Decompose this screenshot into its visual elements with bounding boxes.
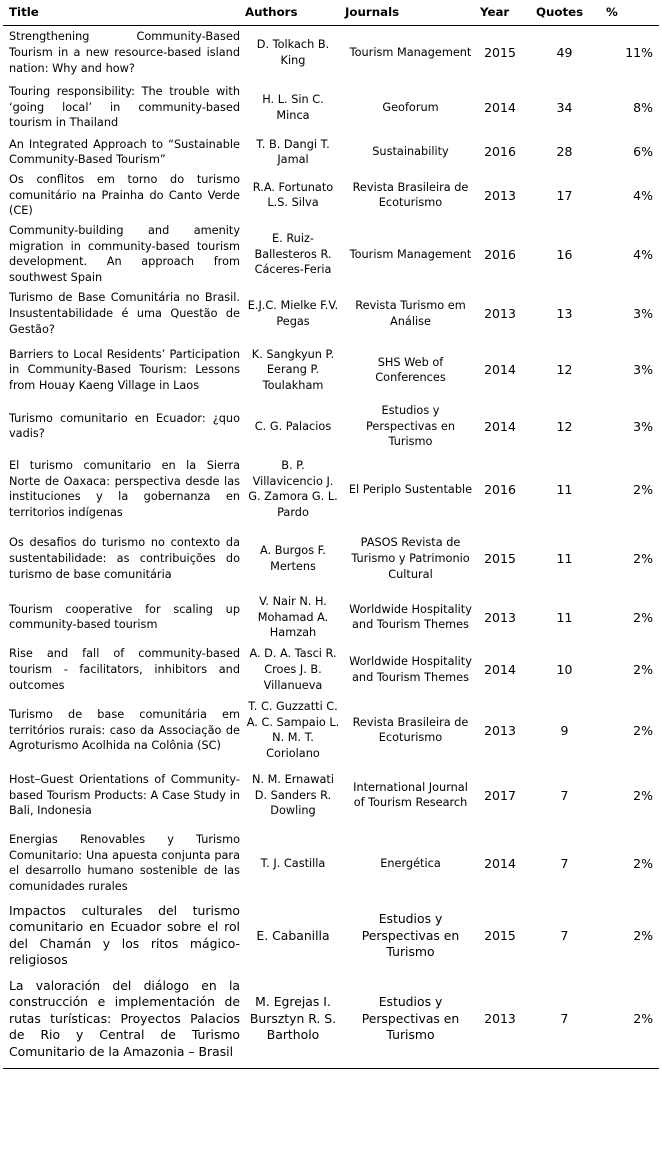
row-journal: Sustainability [372, 145, 449, 159]
row-quotes: 28 [556, 144, 573, 160]
header-percent: % [592, 2, 659, 26]
row-quotes: 13 [556, 305, 573, 321]
row-journal: Estudios y Perspectivas en Turismo [361, 911, 460, 960]
row-journal: Tourism Management [349, 247, 472, 261]
row-year: 2014 [484, 362, 516, 378]
row-quotes: 7 [560, 855, 569, 871]
row-journal: El Periplo Sustentable [348, 482, 473, 496]
row-year: 2014 [484, 99, 516, 115]
row-year: 2013 [484, 305, 516, 321]
table-row [3, 697, 659, 766]
row-quotes: 7 [560, 787, 569, 803]
row-authors: H. L. Sin C. Minca [262, 92, 324, 122]
header-authors: Authors [243, 2, 343, 26]
row-title: Community-building and amenity migration in community-based tourism development. An approach from southwest Spain [9, 224, 240, 285]
row-percent: 2% [633, 927, 653, 943]
table-row [3, 289, 659, 341]
row-title: Turismo comunitario en Ecuador: ¿quo vadis? [9, 411, 240, 441]
row-authors: R.A. Fortunato L.S. Silva [252, 180, 334, 210]
table-row [3, 171, 659, 222]
row-journal: Worldwide Hospitality and Tourism Themes [349, 602, 472, 632]
row-journal: Worldwide Hospitality and Tourism Themes [349, 655, 472, 684]
table-row [3, 26, 659, 82]
table-row [3, 136, 659, 171]
row-percent: 11% [625, 44, 653, 60]
row-quotes: 12 [556, 418, 573, 434]
row-quotes: 16 [556, 246, 573, 262]
row-percent: 4% [633, 246, 653, 262]
row-percent: 2% [633, 787, 653, 803]
row-title: Turismo de base comunitária em territórios rurais: caso da Associação de Agroturismo Acolhida na Colônia (SC) [9, 707, 240, 753]
row-quotes: 12 [556, 362, 573, 378]
row-authors: C. G. Palacios [254, 419, 332, 433]
row-year: 2015 [484, 927, 516, 943]
row-authors: M. Egrejas I. Bursztyn R. S. Bartholo [243, 972, 343, 1069]
row-authors: D. Tolkach B. King [256, 38, 330, 67]
row-title: Barriers to Local Residents’ Participation in Community-Based Tourism: Lessons from Houay Kaeng Village in Laos [9, 347, 240, 393]
row-year: 2014 [484, 418, 516, 434]
row-quotes: 10 [556, 662, 573, 678]
row-year: 2014 [484, 855, 516, 871]
row-percent: 3% [633, 418, 653, 434]
row-authors: K. Sangkyun P. Eerang P. Toulakham [251, 347, 335, 393]
row-authors: A. Burgos F. Mertens [260, 544, 326, 573]
header-title: Title [3, 2, 243, 26]
header-quotes: Quotes [522, 2, 592, 26]
row-authors: A. D. A. Tasci R. Croes J. B. Villanueva [249, 647, 337, 692]
table-row [3, 827, 659, 902]
row-authors: E. Ruiz-Ballesteros R. Cáceres-Feria [254, 231, 332, 277]
row-year: 2017 [484, 787, 516, 803]
row-authors: E.J.C. Mielke F.V. Pegas [247, 299, 339, 328]
row-authors: V. Nair N. H. Mohamad A. Hamzah [257, 594, 329, 640]
row-title: Touring responsibility: The trouble with ‘going local’ in community-based tourism in Thailand [9, 84, 240, 130]
table-row [3, 222, 659, 289]
row-title: An Integrated Approach to “Sustainable Community-Based Tourism” [9, 137, 240, 167]
row-journal: Revista Turismo em Análise [355, 299, 466, 328]
row-title: Os desafios do turismo no contexto da sustentabilidade: as contribuições do turismo de base comunitária [9, 536, 240, 581]
row-title: Strengthening Community-Based Tourism in a new resource-based island nation: Why and how? [9, 30, 240, 75]
table-row [3, 341, 659, 402]
row-percent: 3% [633, 305, 653, 321]
table-row [3, 402, 659, 453]
table-row [3, 528, 659, 592]
row-quotes: 7 [522, 972, 592, 1069]
row-title: Impactos culturales del turismo comunitario en Ecuador sobre el rol del Chamán y los ritos mágico-religiosos [9, 902, 240, 968]
row-quotes: 34 [556, 99, 573, 115]
row-journal: SHS Web of Conferences [375, 355, 446, 385]
header-year: Year [478, 2, 522, 26]
table-row [3, 453, 659, 528]
table-row [3, 592, 659, 645]
row-title: Energias Renovables y Turismo Comunitario: Una apuesta conjunta para el desarrollo humano sostenible de las comunidades rurales [9, 833, 240, 894]
row-percent: 3% [633, 362, 653, 378]
row-title: Tourism cooperative for scaling up community-based tourism [9, 602, 240, 632]
row-title: Host–Guest Orientations of Community-based Tourism Products: A Case Study in Bali, Indonesia [9, 772, 240, 818]
row-authors: T. C. Guzzatti C. A. C. Sampaio L. N. M. T. Coriolano [246, 700, 340, 761]
row-title: Rise and fall of community-based tourism - facilitators, inhibitors and outcomes [9, 647, 240, 692]
row-quotes: 49 [556, 44, 573, 60]
row-journal: Geoforum [382, 100, 439, 114]
row-journal: Estudios y Perspectivas en Turismo [343, 972, 478, 1069]
row-year: 2013 [484, 722, 516, 738]
row-quotes: 11 [556, 609, 573, 625]
table-header-row [3, 2, 659, 26]
row-year: 2014 [484, 662, 516, 678]
row-title: Os conflitos em torno do turismo comunitário na Prainha do Canto Verde (CE) [9, 172, 240, 218]
row-year: 2016 [484, 144, 516, 160]
row-percent: 2% [633, 551, 653, 567]
row-percent: 2% [633, 855, 653, 871]
row-percent: 2% [633, 722, 653, 738]
table-row [3, 766, 659, 827]
row-title: Turismo de Base Comunitária no Brasil. Insustentabilidade é uma Questão de Gestão? [9, 291, 240, 336]
row-quotes: 11 [556, 481, 573, 497]
row-journal: Revista Brasileira de Ecoturismo [352, 180, 469, 210]
table-row [3, 645, 659, 697]
row-title: La valoración del diálogo en la construcción e implementación de rutas turísticas: Proyectos Palacios de Rio y Central de Turismo Comunitario de la Amazonia – Brasil [3, 972, 243, 1069]
row-authors: E. Cabanilla [256, 927, 330, 943]
row-year: 2015 [484, 551, 516, 567]
row-percent: 2% [592, 972, 659, 1069]
row-quotes: 7 [560, 927, 569, 943]
row-year: 2013 [484, 609, 516, 625]
row-percent: 8% [633, 99, 653, 115]
table-row [3, 82, 659, 136]
row-journal: Estudios y Perspectivas en Turismo [366, 403, 455, 449]
row-authors: T. B. Dangi T. Jamal [256, 137, 330, 167]
row-quotes: 9 [560, 722, 569, 738]
row-journal: Revista Brasileira de Ecoturismo [352, 715, 469, 745]
row-year: 2015 [484, 44, 516, 60]
row-year: 2013 [478, 972, 522, 1069]
row-journal: PASOS Revista de Turismo y Patrimonio Cultural [351, 536, 470, 581]
row-percent: 6% [633, 144, 653, 160]
row-journal: Tourism Management [349, 45, 472, 59]
row-title: El turismo comunitario en la Sierra Norte de Oaxaca: perspectiva desde las instituciones y la gobernanza en territorios indígenas [9, 459, 240, 520]
row-percent: 2% [633, 609, 653, 625]
row-percent: 2% [633, 662, 653, 678]
row-quotes: 11 [556, 551, 573, 567]
row-authors: N. M. Ernawati D. Sanders R. Dowling [252, 772, 334, 818]
row-journal: Energética [380, 856, 441, 870]
row-authors: T. J. Castilla [260, 856, 326, 870]
row-journal: International Journal of Tourism Research [353, 780, 468, 810]
row-percent: 2% [633, 481, 653, 497]
row-percent: 4% [633, 187, 653, 203]
table-row [3, 972, 659, 1069]
row-year: 2016 [484, 481, 516, 497]
citations-table [3, 2, 659, 1069]
row-year: 2016 [484, 246, 516, 262]
table-row [3, 902, 659, 972]
row-quotes: 17 [556, 187, 573, 203]
header-journals: Journals [343, 2, 478, 26]
row-authors: B. P. Villavicencio J. G. Zamora G. L. Pardo [248, 459, 338, 520]
row-year: 2013 [484, 187, 516, 203]
